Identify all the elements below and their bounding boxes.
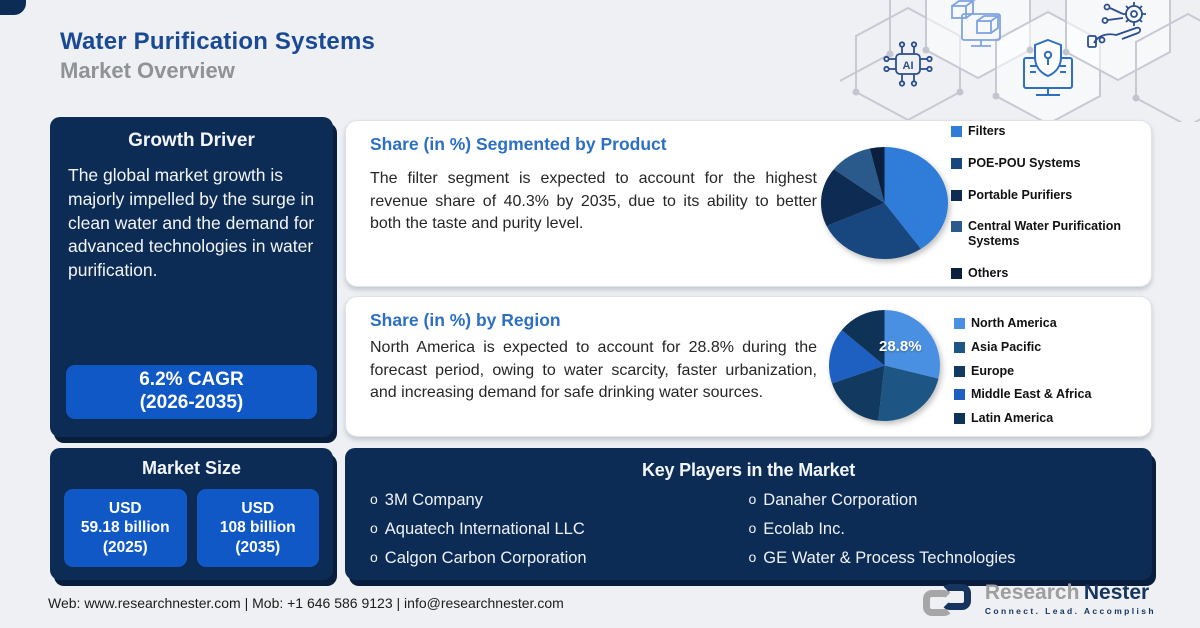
product-pie-legend xyxy=(951,124,1149,281)
legend-item xyxy=(951,124,1149,139)
legend-swatch-icon xyxy=(951,126,962,137)
cagr-value: 6.2% CAGR xyxy=(139,369,244,391)
legend-item xyxy=(954,411,1144,426)
brand-name-research: Research xyxy=(984,581,1080,604)
growth-driver-title: Growth Driver xyxy=(128,130,255,151)
key-player-item: o Danaher Corporation xyxy=(749,491,1128,511)
legend-item xyxy=(954,364,1144,379)
product-share-heading: Share (in %) Segmented by Product xyxy=(370,134,667,154)
market-size-title: Market Size xyxy=(141,458,242,478)
market-size-2025-currency: USD xyxy=(108,499,142,517)
footer-contact-line: Web: www.researchnester.com | Mob: +1 646 586 9123 | info@researchnester.com xyxy=(48,595,564,611)
logo-chain-navy-link xyxy=(941,584,971,610)
legend-item xyxy=(954,316,1144,331)
key-player-item: o Calgon Carbon Corporation xyxy=(370,549,749,569)
market-size-2035-year: (2035) xyxy=(235,538,281,556)
legend-label: Portable Purifiers xyxy=(968,187,1073,202)
market-size-2025-year: (2025) xyxy=(102,538,148,556)
key-players-columns xyxy=(345,481,1152,577)
key-players-title: Key Players in the Market xyxy=(641,460,856,480)
svg-text:AI: AI xyxy=(902,60,914,72)
key-player-item: o Ecolab Inc. xyxy=(749,520,1128,540)
page-subtitle: Market Overview xyxy=(60,58,235,83)
region-pie-legend xyxy=(954,316,1144,426)
market-size-values xyxy=(50,479,333,567)
brand-name-nester: Nester xyxy=(1083,581,1150,604)
growth-driver-panel xyxy=(50,117,333,437)
brand-tagline: Connect. Lead. Accomplish xyxy=(984,606,1156,616)
legend-item xyxy=(951,156,1149,171)
cagr-period: (2026-2035) xyxy=(139,392,244,413)
legend-item xyxy=(951,266,1149,281)
region-share-card xyxy=(345,296,1152,437)
key-players-column-2 xyxy=(749,491,1128,577)
logo-text xyxy=(985,582,1156,616)
legend-swatch-icon xyxy=(954,413,965,424)
logo-chain-icon xyxy=(923,582,977,620)
header xyxy=(60,28,375,84)
legend-label: Europe xyxy=(971,363,1015,378)
legend-label: Filters xyxy=(968,124,1006,138)
growth-driver-body: The global market growth is majorly impelled by the surge in clean water and the demand for advanced technologies in water purification. xyxy=(68,165,315,281)
legend-swatch-icon xyxy=(951,221,962,232)
legend-swatch-icon xyxy=(951,190,962,201)
corner-decoration xyxy=(0,0,26,15)
legend-label: POE-POU Systems xyxy=(968,155,1081,170)
legend-swatch-icon xyxy=(951,158,962,169)
key-player-item: o GE Water & Process Technologies xyxy=(749,549,1128,569)
region-share-body: North America is expected to account for 28.8% during the forecast period, owing to water scarcity, faster urbanization, and increasing demand for safe drinking water sources. xyxy=(370,339,817,402)
legend-label: Others xyxy=(968,265,1009,280)
market-size-panel xyxy=(50,448,333,580)
legend-swatch-icon xyxy=(954,318,965,329)
region-share-heading: Share (in %) by Region xyxy=(370,310,561,330)
legend-swatch-icon xyxy=(954,342,965,353)
legend-label: North America xyxy=(971,316,1057,330)
cagr-badge xyxy=(66,365,317,419)
legend-item xyxy=(954,387,1144,402)
legend-item xyxy=(951,219,1149,249)
region-pie-chart xyxy=(829,310,940,421)
key-player-item: o 3M Company xyxy=(370,491,749,511)
legend-item xyxy=(951,188,1149,203)
legend-label: Central Water Purification Systems xyxy=(968,219,1122,248)
legend-label: Middle East & Africa xyxy=(971,387,1092,402)
key-players-column-1 xyxy=(370,491,749,577)
market-size-2035-currency: USD xyxy=(241,499,275,517)
market-size-2035-badge xyxy=(197,489,320,567)
page-title: Water Purification Systems xyxy=(60,28,376,55)
legend-item xyxy=(954,340,1144,355)
market-size-2025-value: 59.18 billion xyxy=(80,519,170,537)
market-size-2025-badge xyxy=(64,489,187,567)
research-nester-logo xyxy=(923,582,1156,620)
hexagon-outlines xyxy=(840,0,1200,122)
product-pie-chart xyxy=(821,147,948,259)
legend-label: Asia Pacific xyxy=(971,339,1042,354)
north-america-share-label: 28.8% xyxy=(879,338,922,355)
legend-swatch-icon xyxy=(954,389,965,400)
hexagon-pattern xyxy=(840,0,1200,122)
legend-swatch-icon xyxy=(951,268,962,279)
market-size-2035-value: 108 billion xyxy=(219,519,296,537)
legend-label: Latin America xyxy=(971,411,1054,425)
product-share-card xyxy=(345,120,1152,287)
legend-swatch-icon xyxy=(954,366,965,377)
product-share-body: The filter segment is expected to account for the highest revenue share of 40.3% by 2035, due to its ability to better both the taste and purity level. xyxy=(370,170,817,233)
key-player-item: o Aquatech International LLC xyxy=(370,520,749,540)
key-players-panel xyxy=(345,448,1152,580)
